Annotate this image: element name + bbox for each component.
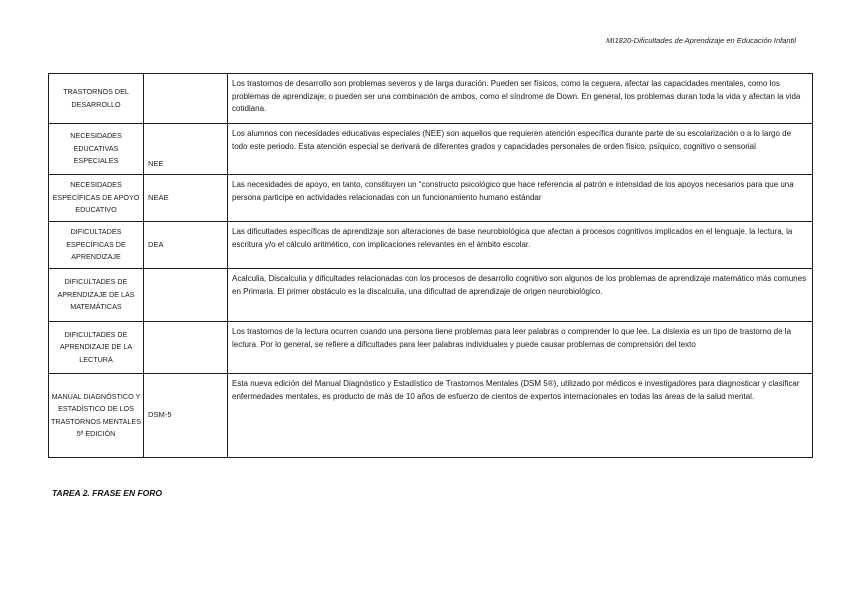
description-cell: Las necesidades de apoyo, en tanto, constituyen un “constructo psicológico que hace referencia al patrón e intensidad de los apoyos necesarios para que una persona participe en actividades relacionadas con un funcionamiento humano estándar <box>228 175 813 222</box>
table-row <box>49 374 813 458</box>
term-cell: DIFICULTADES DE APRENDIZAJE DE LAS MATEMÁTICAS <box>49 269 144 322</box>
term-cell: NECESIDADES ESPECÍFICAS DE APOYO EDUCATIVO <box>49 175 144 222</box>
table-row <box>49 269 813 322</box>
table-row <box>49 175 813 222</box>
task-label: TAREA 2. FRASE EN FORO <box>52 488 163 498</box>
table-row <box>49 74 813 124</box>
table-row <box>49 322 813 374</box>
description-cell: Los trastornos de la lectura ocurren cuando una persona tiene problemas para leer palabras o comprender lo que lee. La dislexia es un tipo de trastorno de la lectura. Por lo general, se refiere a dificultades para leer palabras individuales y puede causar problemas de comprensión del texto <box>228 322 813 374</box>
table-row <box>49 124 813 175</box>
abbreviation-cell <box>144 322 228 374</box>
description-cell: Acalculia, Discalculia y dificultades relacionadas con los procesos de desarrollo cognitivo son algunos de los problemas de aprendizaje matemático más comunes en Primaria. El primer obstáculo es la discalculia, una dificultad de aprendizaje de origen neurobiológico. <box>228 269 813 322</box>
running-header: MI1820-Dificultades de Aprendizaje en Educación Infantil <box>606 36 796 45</box>
abbreviation-cell <box>144 269 228 322</box>
term-cell: MANUAL DIAGNÓSTICO Y ESTADÍSTICO DE LOS TRASTORNOS MENTALES 5ª EDICIÓN <box>49 374 144 458</box>
abbreviation-cell: DEA <box>144 222 228 269</box>
table-row <box>49 222 813 269</box>
abbreviation-cell <box>144 74 228 124</box>
term-cell: DIFICULTADES ESPECÍFICAS DE APRENDIZAJE <box>49 222 144 269</box>
description-cell: Los alumnos con necesidades educativas especiales (NEE) son aquellos que requieren atención específica durante parte de su escolarización o a lo largo de todo este periodo. Esta atención especial se derivará de diferentes grados y capacidades personales de orden físico, psíquico, cognitivo o sensorial <box>228 124 813 175</box>
glossary-table <box>48 73 813 458</box>
abbreviation-cell: DSM-5 <box>144 374 228 458</box>
term-cell: DIFICULTADES DE APRENDIZAJE DE LA LECTURA <box>49 322 144 374</box>
term-cell: TRASTORNOS DEL DESARROLLO <box>49 74 144 124</box>
term-cell: NECESIDADES EDUCATIVAS ESPECIALES <box>49 124 144 175</box>
description-cell: Los trastornos de desarrollo son problemas severos y de larga duración. Pueden ser físicos, como la ceguera, afectar las capacidades mentales, como los problemas de aprendizaje; o pueden ser una combinación de ambos, como el síndrome de Down. En general, los problemas duran toda la vida y afectan la vida cotidiana. <box>228 74 813 124</box>
description-cell: Esta nueva edición del Manual Diagnóstico y Estadístico de Trastornos Mentales (DSM 5®), utilizado por médicos e investigadores para diagnosticar y clasificar enfermedades mentales, es producto de más de 10 años de esfuerzo de cientos de expertos internacionales en todas las áreas de la salud mental. <box>228 374 813 458</box>
abbreviation-cell: NEAE <box>144 175 228 222</box>
abbreviation-cell: NEE <box>144 124 228 175</box>
description-cell: Las dificultades específicas de aprendizaje son alteraciones de base neurobiológica que afectan a procesos cognitivos implicados en el lenguaje, la lectura, la escritura y/o el cálculo aritmético, con implicaciones relevantes en el ámbito escolar. <box>228 222 813 269</box>
